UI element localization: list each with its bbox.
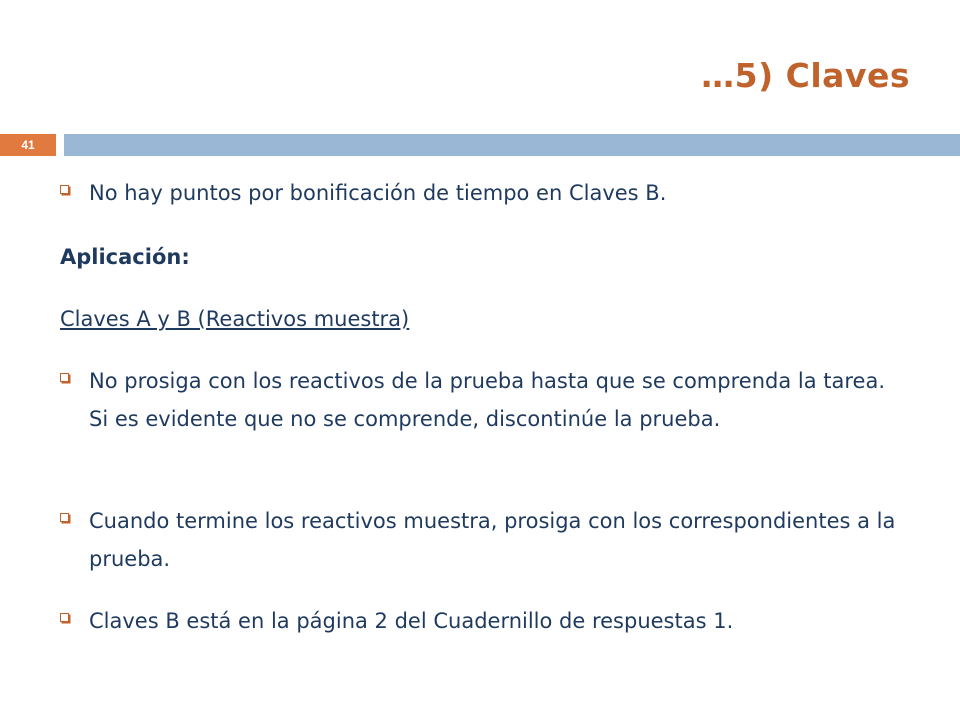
bullet-text: Cuando termine los reactivos muestra, prosiga con los correspondientes a la prueba. bbox=[89, 509, 896, 571]
title-bar bbox=[64, 134, 960, 156]
bullet-text: No prosiga con los reactivos de la prueba hasta que se comprenda la tarea. Si es evidente que no se comprende, discontinúe la prueba. bbox=[89, 369, 885, 431]
square-bullet-icon bbox=[60, 613, 69, 622]
slide-title: …5) Claves bbox=[701, 56, 910, 95]
slide-number: 41 bbox=[0, 134, 56, 156]
bullet-text: Claves B está en la página 2 del Cuadernillo de respuestas 1. bbox=[89, 609, 734, 633]
square-bullet-icon bbox=[60, 373, 69, 382]
bullet-item bbox=[60, 602, 900, 640]
bullet-item bbox=[60, 362, 900, 438]
square-bullet-icon bbox=[60, 513, 69, 522]
subheading: Claves A y B (Reactivos muestra) bbox=[60, 307, 410, 331]
bullet-item bbox=[60, 502, 900, 578]
application-label: Aplicación: bbox=[60, 245, 190, 269]
bullet-text: No hay puntos por bonificación de tiempo en Claves B. bbox=[89, 181, 667, 205]
square-bullet-icon bbox=[60, 185, 69, 194]
bullet-item bbox=[60, 174, 900, 212]
